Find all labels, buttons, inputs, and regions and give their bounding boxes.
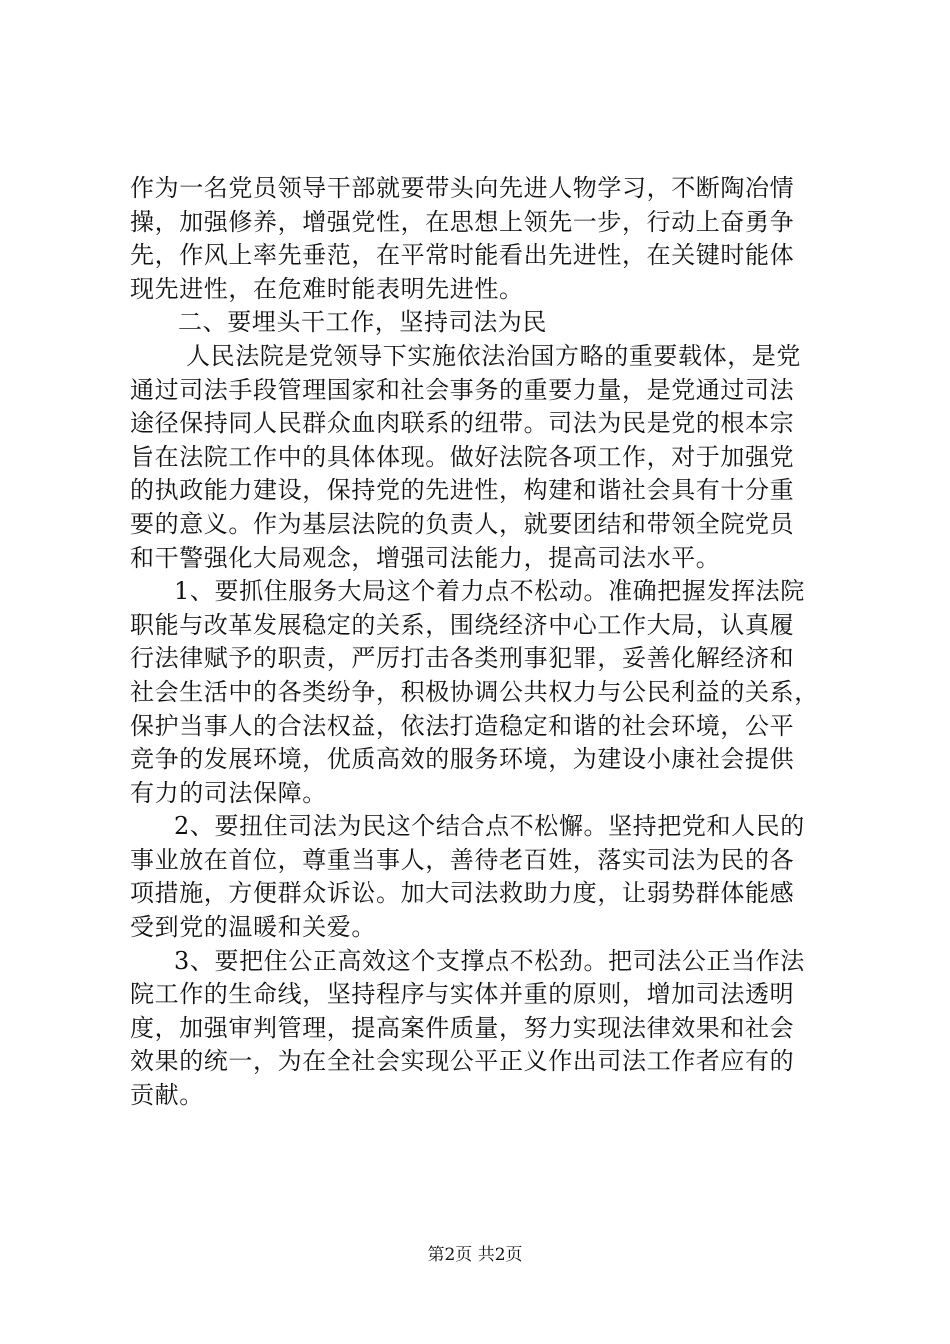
paragraph-line: 保护当事人的合法权益，依法打造稳定和谐的社会环境，公平 (130, 711, 795, 740)
paragraph-line: 项措施，方便群众诉讼。加大司法救助力度，让弱势群体能感 (130, 879, 795, 908)
paragraph-line: 通过司法手段管理国家和社会事务的重要力量，是党通过司法 (130, 375, 795, 404)
paragraph-line: 的执政能力建设，保持党的先进性，构建和谐社会具有十分重 (130, 476, 795, 505)
paragraph-line: 效果的统一，为在全社会实现公平正义作出司法工作者应有的 (130, 1047, 795, 1076)
paragraph-line: 和干警强化大局观念，增强司法能力，提高司法水平。 (130, 543, 721, 572)
paragraph-line: 事业放在首位，尊重当事人，善待老百姓，落实司法为民的各 (130, 845, 795, 874)
paragraph-line: 贡献。 (130, 1081, 204, 1110)
paragraph-line: 旨在法院工作中的具体体现。做好法院各项工作，对于加强党 (130, 442, 795, 471)
paragraph-line: 度，加强审判管理，提高案件质量，努力实现法律效果和社会 (130, 1013, 795, 1042)
list-item-line: 3、要把住公正高效这个支撑点不松劲。把司法公正当作法 (174, 946, 805, 975)
paragraph-line: 行法律赋予的职责，严厉打击各类刑事犯罪，妥善化解经济和 (130, 644, 795, 673)
list-item-line: 2、要扭住司法为民这个结合点不松懈。坚持把党和人民的 (174, 812, 805, 841)
paragraph-line: 社会生活中的各类纷争，积极协调公共权力与公民利益的关系， (130, 677, 819, 706)
document-body (130, 172, 830, 1113)
paragraph-line: 操，加强修养，增强党性，在思想上领先一步，行动上奋勇争 (130, 207, 795, 236)
paragraph-line: 人民法院是党领导下实施依法治国方略的重要载体，是党 (186, 341, 801, 370)
paragraph-line: 作为一名党员领导干部就要带头向先进人物学习，不断陶冶情 (130, 174, 795, 202)
page-number: 第2页 共2页 (427, 1245, 523, 1265)
paragraph-line: 职能与改革发展稳定的关系，围绕经济中心工作大局，认真履 (130, 610, 795, 639)
paragraph-line: 途径保持同人民群众血肉联系的纽带。司法为民是党的根本宗 (130, 409, 795, 438)
paragraph-line: 现先进性，在危难时能表明先进性。 (130, 274, 524, 303)
paragraph-line: 要的意义。作为基层法院的负责人，就要团结和带领全院党员 (130, 509, 795, 538)
paragraph-line: 竞争的发展环境，优质高效的服务环境，为建设小康社会提供 (130, 745, 795, 774)
list-item-line: 1、要抓住服务大局这个着力点不松动。准确把握发挥法院 (174, 577, 805, 606)
paragraph-line: 院工作的生命线，坚持程序与实体并重的原则，增加司法透明 (130, 980, 795, 1009)
paragraph-line: 先，作风上率先垂范，在平常时能看出先进性，在关键时能体 (130, 241, 795, 270)
section-heading: 二、要埋头干工作，坚持司法为民 (178, 308, 547, 337)
paragraph-line: 有力的司法保障。 (130, 778, 327, 807)
paragraph-line: 受到党的温暖和关爱。 (130, 913, 376, 942)
